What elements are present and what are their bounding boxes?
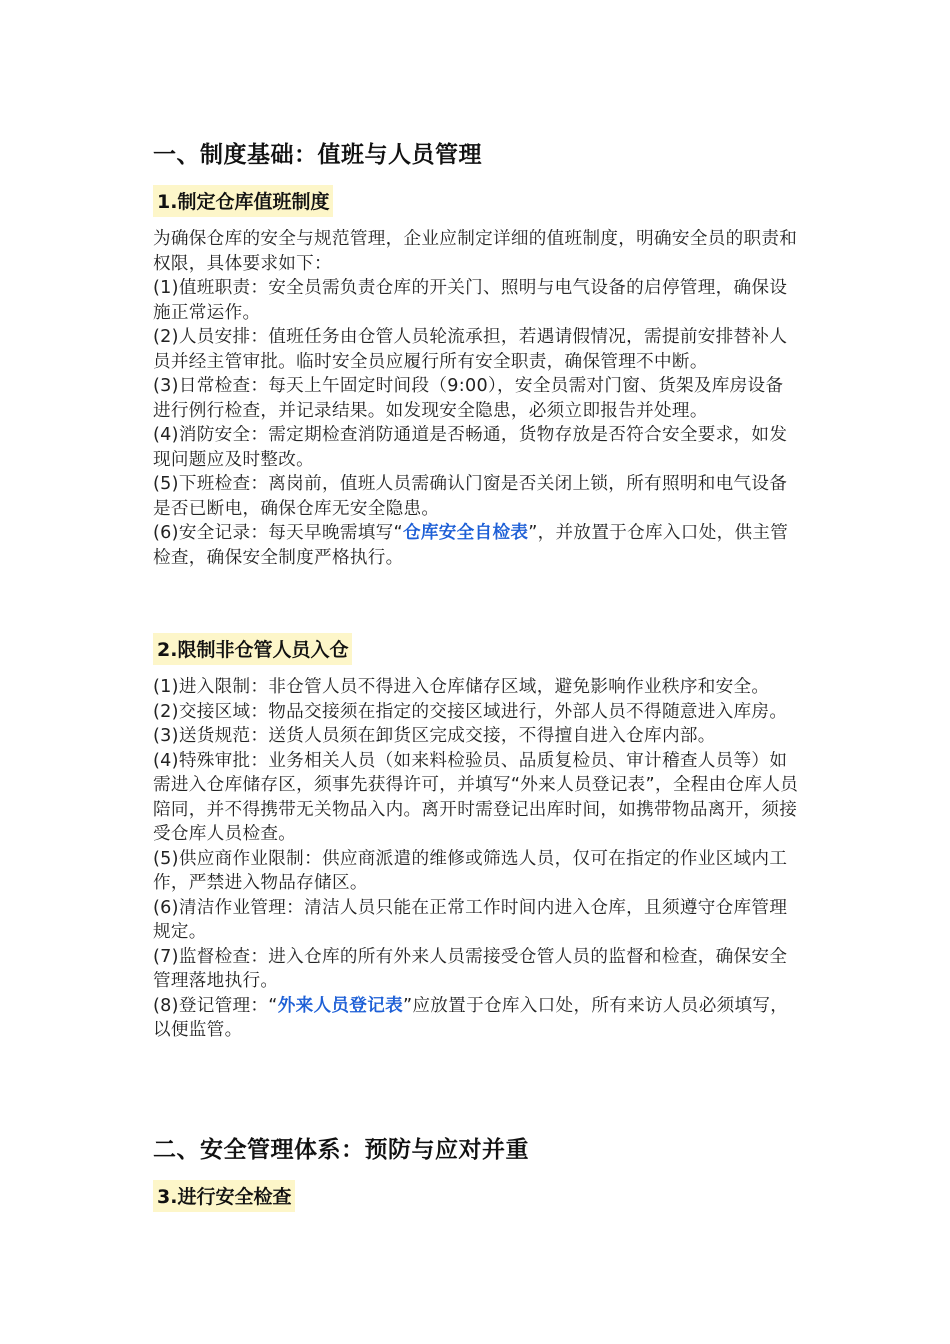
safety-checklist-highlight: 仓库安全自检表 <box>402 523 529 543</box>
access-item-2: (2)交接区域：物品交接须在指定的交接区域进行，外部人员不得随意进入库房。 <box>153 701 788 722</box>
visitor-register-highlight: 外来人员登记表 <box>277 995 403 1016</box>
duty-system-body <box>153 227 801 570</box>
access-control-body <box>153 675 801 1043</box>
access-item-8-prefix: (8)登记管理：“ <box>153 995 278 1016</box>
duty-intro: 为确保仓库的安全与规范管理，企业应制定详细的值班制度，明确安全员的职责和权限，具体要求如下： <box>153 229 798 274</box>
access-item-3: (3)送货规范：送货人员须在卸货区完成交接，不得擅自进入仓库内部。 <box>153 726 716 746</box>
access-item-4: (4)特殊审批：业务相关人员（如来料检验员、品质复检员、审计稽查人员等）如需进入仓库储存区，须事先获得许可，并填写“外来人员登记表”，全程由仓库人员陪同，并不得携带无关物品入内。离开时需登记出库时间，如携带物品离开，须接受仓库人员检查。 <box>153 750 799 844</box>
duty-item-6-prefix: (6)安全记录：每天早晚需填写“ <box>153 523 403 543</box>
access-item-6: (6)清洁作业管理：清洁人员只能在正常工作时间内进入仓库，且须遵守仓库管理规定。 <box>153 897 788 942</box>
duty-item-6-suffix: ”，并放置于仓库入口处，供主管检查，确保安全制度严格执行。 <box>153 523 789 568</box>
access-item-1: (1)进入限制：非仓管人员不得进入仓库储存区域，避免影响作业秩序和安全。 <box>153 677 770 697</box>
duty-item-1: (1)值班职责：安全员需负责仓库的开关门、照明与电气设备的启停管理，确保设施正常运作。 <box>153 278 788 323</box>
duty-item-6 <box>153 521 801 570</box>
subsection-heading-1: 1.制定仓库值班制度 <box>153 185 333 217</box>
access-item-8 <box>153 994 801 1043</box>
duty-item-3: (3)日常检查：每天上午固定时间段（9:00），安全员需对门窗、货架及库房设备进行例行检查，并记录结果。如发现安全隐患，必须立即报告并处理。 <box>153 376 784 421</box>
access-item-5: (5)供应商作业限制：供应商派遣的维修或筛选人员，仅可在指定的作业区域内工作，严禁进入物品存储区。 <box>153 848 788 893</box>
access-item-7: (7)监督检查：进入仓库的所有外来人员需接受仓管人员的监督和检查，确保安全管理落地执行。 <box>153 946 788 991</box>
duty-item-5: (5)下班检查：离岗前，值班人员需确认门窗是否关闭上锁，所有照明和电气设备是否已断电，确保仓库无安全隐患。 <box>153 474 788 519</box>
section-heading-2: 二、安全管理体系：预防与应对并重 <box>153 1137 529 1163</box>
section-heading-1: 一、制度基础：值班与人员管理 <box>153 142 482 168</box>
duty-item-2: (2)人员安排：值班任务由仓管人员轮流承担，若遇请假情况，需提前安排替补人员并经主管审批。临时安全员应履行所有安全职责，确保管理不中断。 <box>153 327 788 372</box>
duty-item-4: (4)消防安全：需定期检查消防通道是否畅通，货物存放是否符合安全要求，如发现问题应及时整改。 <box>153 425 788 470</box>
access-item-8-suffix: ”应放置于仓库入口处，所有来访人员必须填写，以便监管。 <box>153 995 789 1040</box>
subsection-heading-2: 2.限制非仓管人员入仓 <box>153 633 352 665</box>
subsection-heading-3: 3.进行安全检查 <box>153 1180 295 1212</box>
